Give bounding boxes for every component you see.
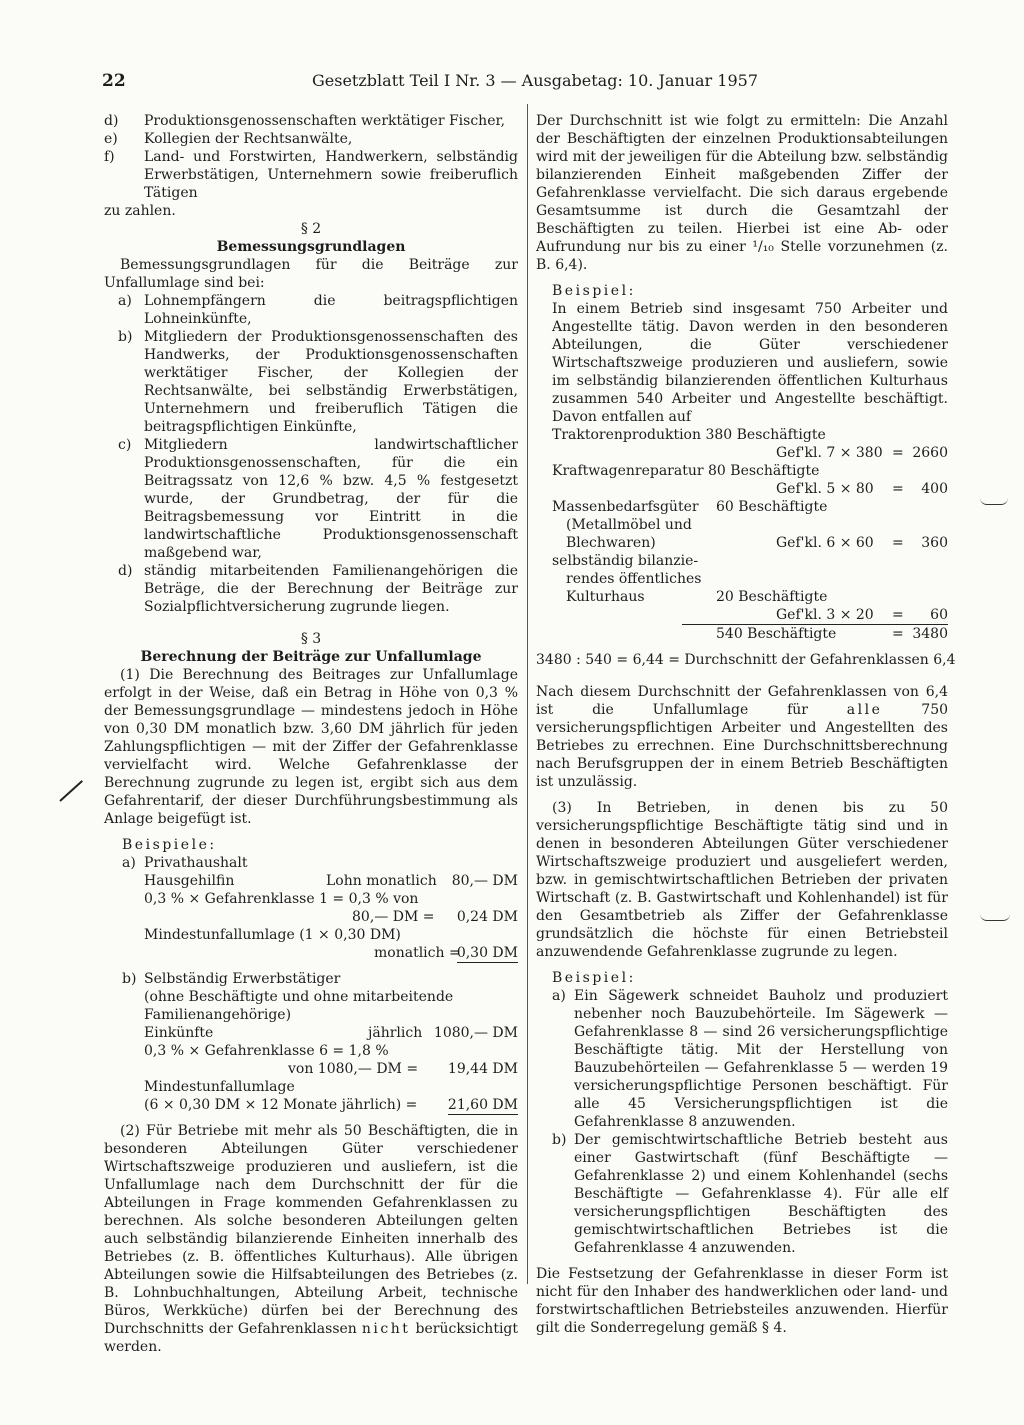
paragraph: (3) In Betrieben, in denen bis zu 50 versicherungspflichtige Beschäftigte tätig sind und in denen in besonderen Abteilungen Güter verschiedener Wirtschaftszweige produziert und ausgeliefert werden, bzw. in gemischtwirtschaftlichen Betrieben der privaten Wirtschaft (z. B. Gastwirtschaft und Kohlenhandel) ist für den Gesamtbetrieb als Ziffer der Gefahrenklasse grundsätzlich die höchste für einen Betriebsteil anzuwendende Gefahrenklasse zugrunde zu legen. xyxy=(536,800,948,960)
page-header xyxy=(102,71,759,96)
left-column xyxy=(104,112,518,1356)
list-item: f) Land- und Forstwirten, Handwerkern, selbständig Erwerbstätigen, Unternehmern sowie freiberuflich Tätigen xyxy=(104,149,518,201)
paragraph: (2) Für Betriebe mit mehr als 50 Beschäftigten, die in besonderen Abteilungen Güter verschiedener Wirtschaftszweige produzieren und ausliefern, ist die Unfallumlage nach dem Durchschnitt der für die Abteilungen in Frage kommenden Gefahrenklassen zu berechnen. Als solche besonderen Abteilungen gelten auch selbständig bilanzierende Einheiten innerhalb des Betriebes (z. B. öffentliches Kulturhaus). Alle übrigen Abteilungen sowie die Hilfsabteilungen des Betriebes (z. B. Lohnbuchhaltungen, Abteilung Arbeit, technische Büros, Werkküche) dürfen bei der Berechnung des Durchschnitts der Gefahrenklassen nicht berücksichtigt werden. xyxy=(104,1123,519,1355)
paragraph: Nach diesem Durchschnitt der Gefahrenklassen von 6,4 ist die Unfallumlage für alle 750 versicherungspflichtigen Arbeiter und Angestellten des Betriebes zu errechnen. Eine Durchschnittsberechnung nach Berufsgruppen der in einem Betrieb Beschäftigten ist unzulässig. xyxy=(536,684,949,790)
margin-mark xyxy=(980,498,1008,505)
example-b: b) Selbständig Erwerbstätiger (ohne Beschäftigte und ohne mitarbeitende Familienangehörige) Einkünfte jährlich 1080,— DM 0,3 % × Gefahrenklasse 6 = 1,8 % von 1080,— DM = 19,44 DM Mindestunfallumlage (6 × 0,30 DM × 12 Monate jährlich) = 21,60 DM xyxy=(122,971,518,1113)
column-divider xyxy=(527,104,528,1284)
paragraph: Der Durchschnitt ist wie folgt zu ermitteln: Die Anzahl der Beschäftigten der einzelnen Produktionsabteilungen wird mit der jeweiligen für die Abteilung bzw. selbständig bilanzierenden Einheit maßgebenden Ziffer der Gefahrenklasse vervielfacht. Die sich daraus ergebende Gesamtsumme ist durch die Gesamtzahl der Beschäftigten zu teilen. Hierbei ist eine Ab- oder Aufrundung nur bis zu einer ¹/₁₀ Stelle vorzunehmen (z. B. 6,4). xyxy=(536,113,948,273)
example-heading: Beispiel: xyxy=(552,970,636,986)
margin-mark xyxy=(59,780,83,802)
paragraph: (1) Die Berechnung des Beitrages zur Unfallumlage erfolgt in der Weise, daß ein Betrag in Höhe von 0,3 % der Bemessungsgrundlage — mindestens jedoch in Höhe von 0,30 DM monatlich bzw. 3,60 DM jährlich für jeden Zahlungspflichtigen — mit der Ziffer der Gefahrenklasse vervielfacht wird. Welche Gefahrenklasse der Berechnung zugrunde zu legen ist, ergibt sich aus dem Gefahrentarif, der dieser Durchführungsbestimmung als Anlage beigefügt ist. xyxy=(104,667,518,827)
list-item: b) Der gemischtwirtschaftliche Betrieb besteht aus einer Gastwirtschaft (fünf Beschäftigte — Gefahrenklasse 2) und einem Kohlenhandel (sechs Beschäftigte — Gefahrenklasse 4). Für alle elf versicherungspflichtigen Beschäftigten des gemischtwirtschaftlichen Betriebes ist die Gefahrenklasse 4 anzuwenden. xyxy=(552,1132,948,1256)
list-item: a) Ein Sägewerk schneidet Bauholz und produziert nebenher noch Bauzubehörteile. Im Sägewerk — Gefahrenklasse 8 — sind 26 versicherungspflichtige Beschäftigte tätig. Mit der Herstellung von Bauzubehörteilen — Gefahrenklasse 5 — werden 19 versicherungspflichtige Personen beschäftigt. Für alle 45 Versicherungspflichtigen ist die Gefahrenklasse 8 anzuwenden. xyxy=(552,988,948,1130)
paragraph: In einem Betrieb sind insgesamt 750 Arbeiter und Angestellte tätig. Davon werden in den besonderen Abteilungen, die Güter verschiedener Wirtschaftszweige produzieren und ausliefern, sowie im selbständig bilanzierenden öffentlichen Kulturhaus zusammen 540 Arbeiter und Angestellte beschäftigt. Davon entfallen auf xyxy=(552,301,948,425)
example-a: a) Privathaushalt Hausgehilfin Lohn monatlich 80,— DM 0,3 % × Gefahrenklasse 1 = 0,3 % von 80,— DM = 0,24 DM Mindestunfallumlage (1 × 0,30 DM) monatlich = 0,30 DM xyxy=(122,855,518,961)
list-item: e) Kollegien der Rechtsanwälte, xyxy=(104,131,353,147)
paragraph: Die Festsetzung der Gefahrenklasse in dieser Form ist nicht für den Inhaber des handwerklichen oder land- und forstwirtschaftlichen Betriebsteiles anzuwenden. Hierfür gilt die Sonderregelung gemäß § 4. xyxy=(536,1266,948,1336)
example-heading: Beispiel: xyxy=(552,283,636,299)
list-item: c) Mitgliedern landwirtschaftlicher Produktionsgenossenschaften, für die ein Beitragssatz von 12,6 % bzw. 4,5 % festgesetzt wurde, der Grundbetrag, der für die Beitragsbemessung vor Eintritt in die landwirtschaftliche Produktionsgenossenschaft maßgebend war, xyxy=(118,437,518,561)
section-number: § 2 xyxy=(300,221,322,237)
example-heading: Beispiele: xyxy=(122,837,217,853)
list-item: d) ständig mitarbeitenden Familienangehörigen die Beträge, die der Berechnung der Beiträge zur Sozialpflichtversicherung zugrunde liegen. xyxy=(118,563,518,615)
list-item: a) Lohnempfängern die beitragspflichtigen Lohneinkünfte, xyxy=(118,293,518,327)
section-title: Berechnung der Beiträge zur Unfallumlage xyxy=(140,649,482,665)
page-number: 22 xyxy=(102,71,126,91)
right-column xyxy=(536,112,956,1337)
list-item: b) Mitgliedern der Produktionsgenossenschaften des Handwerks, der Produktionsgenossenschaften werktätiger Fischer, der Kollegien der Rechtsanwälte, bei selbständig Erwerbstätigen, Unternehmern und freiberuflich Tätigen die beitragspflichtigen Einkünfte, xyxy=(118,329,518,435)
calculation-table: Traktorenproduktion 380 Beschäftigte Gef'kl. 7 × 380 = 2660 Kraftwagenreparatur 80 Beschäftigte Gef'kl. 5 × 80 = 400 Massenbedarfsgüter 60 Beschäftigte (Metallmöbel und Blechwaren) Gef'kl. 6 × 60 = 360 selbständig bilanzie- rendes öffentliches Kulturhaus 20 Beschäftigte Gef'kl. 3 × 20 = 60 540 Beschäftigte = 3480 3480 : 540 = 6,44 = Durchschnitt der Gefahrenklassen 6,4 xyxy=(536,427,956,668)
list-item: d) Produktionsgenossenschaften werktätiger Fischer, xyxy=(104,113,506,129)
section-title: Bemessungsgrundlagen xyxy=(216,239,406,255)
section-number: § 3 xyxy=(300,631,322,647)
running-title: Gesetzblatt Teil I Nr. 3 — Ausgabetag: 10. Januar 1957 xyxy=(312,71,759,90)
paragraph: zu zahlen. xyxy=(104,203,176,219)
paragraph: Bemessungsgrundlagen für die Beiträge zur Unfallumlage sind bei: xyxy=(104,257,518,291)
margin-mark xyxy=(980,914,1010,921)
